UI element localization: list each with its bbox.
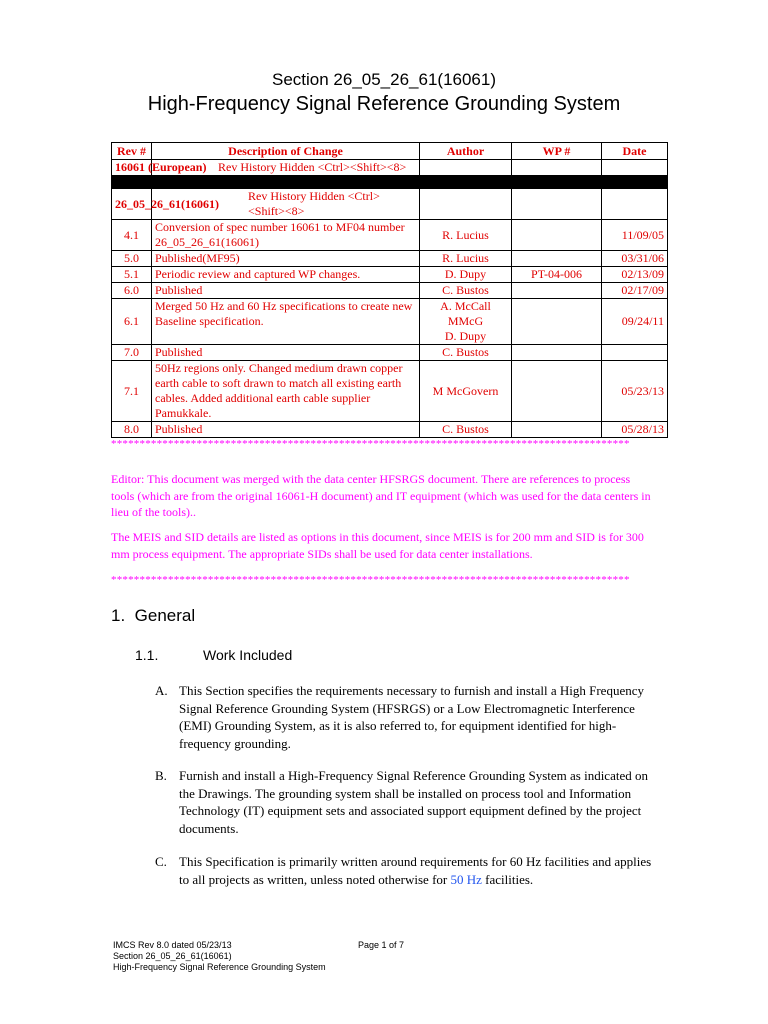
separator-line: *******************************************************************************************: [111, 574, 630, 586]
group-row: [112, 189, 668, 220]
50hz-link[interactable]: 50 Hz: [450, 871, 482, 887]
page-number: Page 1 of 7: [358, 940, 405, 950]
table-row: 7.0 Published C. Bustos: [112, 345, 668, 361]
subsection-title: Work Included: [203, 647, 293, 663]
revision-history-table: [111, 142, 668, 438]
table-row: 4.1 Conversion of spec number 16061 to MF04 number 26_05_26_61(16061) R. Lucius 11/09/05: [112, 220, 668, 251]
table-row: 6.0 Published C. Bustos 02/17/09: [112, 283, 668, 299]
table-row: 5.1 Periodic review and captured WP changes. D. Dupy PT-04-006 02/13/09: [112, 267, 668, 283]
list-item: A. This Section specifies the requirements necessary to furnish and install a High Frequency Signal Reference Grounding System (HFSRGS) or a Low Electromagnetic Interference (EMI) Grounding System, as it is also referred to, for equipment identified for high-frequency grounding.: [155, 683, 644, 751]
header-date: Date: [602, 143, 668, 160]
header-rev: Rev #: [112, 143, 152, 160]
table-row: 6.1 Merged 50 Hz and 60 Hz specifications to create new Baseline specification. A. McCall MMcG D. Dupy 09/24/11: [112, 299, 668, 345]
header-author: Author: [420, 143, 512, 160]
table-row: 5.0 Published(MF95) R. Lucius 03/31/06: [112, 251, 668, 267]
header-wp: WP #: [512, 143, 602, 160]
separator-line: *******************************************************************************************: [111, 438, 630, 450]
subsection-number: 1.1.: [135, 647, 159, 663]
group-row: [112, 160, 668, 176]
group-rev: 26_05_26_61(16061): [112, 189, 152, 220]
table-row: 7.1 50Hz regions only. Changed medium drawn copper earth cable to soft drawn to match all existing earth cables. Added additional earth cable supplier Pamukkale. M McGovern 05/23/13: [112, 361, 668, 422]
section-heading: 1. General: [111, 606, 196, 625]
section-number: Section 26_05_26_61(16061): [271, 70, 497, 89]
table-row: 8.0 Published C. Bustos 05/28/13: [112, 422, 668, 438]
header-description: Description of Change: [152, 143, 420, 160]
footer-block: IMCS Rev 8.0 dated 05/23/13 Section 26_05_26_61(16061) High-Frequency Signal Reference Grounding System: [113, 940, 326, 972]
divider-row: [112, 176, 668, 189]
document-title: High-Frequency Signal Reference Grounding System: [147, 93, 621, 115]
group-desc: Rev History Hidden <Ctrl><Shift><8>: [152, 160, 420, 176]
group-rev: 16061 (European): [112, 160, 152, 176]
table-header-row: [112, 143, 668, 160]
editor-note: The MEIS and SID details are listed as options in this document, since MEIS is for 200 mm and SID is for 300 mm process equipment. The appropriate SIDs shall be used for data center installations.: [111, 530, 644, 561]
list-item: B. Furnish and install a High-Frequency Signal Reference Grounding System as indicated on the Drawings. The grounding system shall be installed on process tool and Information Technology (IT) equipment sets and associated support equipment defined by the project documents.: [155, 768, 648, 836]
editor-note: Editor: This document was merged with the data center HFSRGS document. There are references to process tools (which are from the original 16061-H document) and IT equipment (which was used for the data centers in lieu of the tools)..: [111, 472, 651, 519]
list-item: C. This Specification is primarily written around requirements for 60 Hz facilities and applies to all projects as written, unless noted otherwise for 50 Hz facilities.: [155, 854, 652, 887]
group-desc: Rev History Hidden <Ctrl><Shift><8>: [152, 189, 420, 220]
